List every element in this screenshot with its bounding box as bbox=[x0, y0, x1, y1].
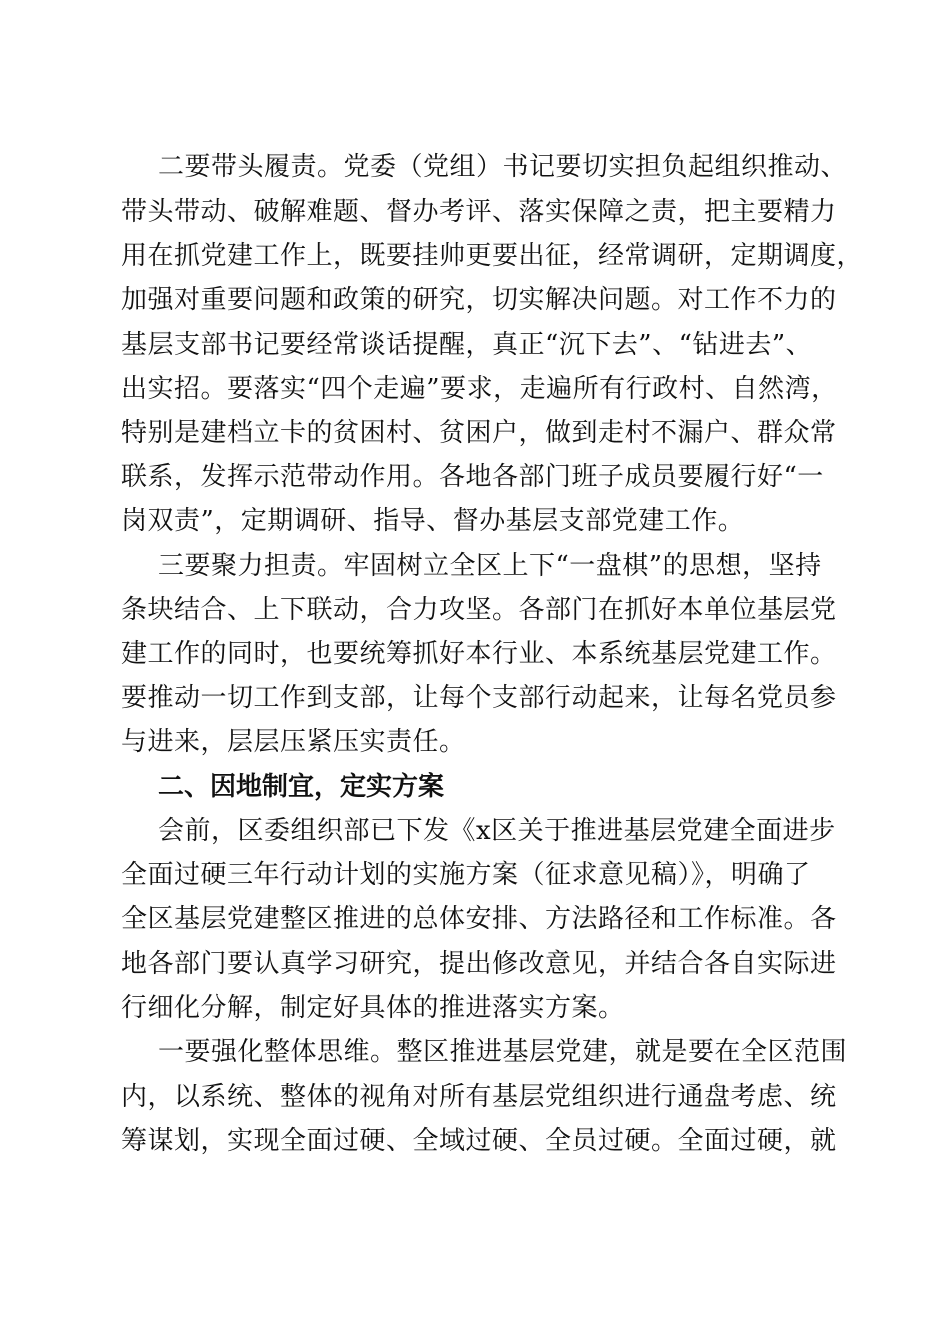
paragraph-line: 基层支部书记要经常谈话提醒，真正“沉下去”、“钻进去”、 bbox=[121, 330, 813, 360]
paragraph-line: 加强对重要问题和政策的研究，切实解决问题。对工作不力的 bbox=[121, 285, 837, 315]
paragraph-line: 带头带动、破解难题、督办考评、落实保障之责，把主要精力 bbox=[121, 197, 837, 227]
paragraph-line: 一要强化整体思维。整区推进基层党建，就是要在全区范围 bbox=[158, 1037, 848, 1067]
paragraph-line: 与进来，层层压紧压实责任。 bbox=[121, 727, 466, 757]
paragraph-line: 岗双责”，定期调研、指导、督办基层支部党建工作。 bbox=[121, 506, 745, 536]
paragraph-line: 建工作的同时，也要统筹抓好本行业、本系统基层党建工作。 bbox=[121, 639, 837, 669]
section-heading: 二、因地制宜，定实方案 bbox=[158, 772, 445, 802]
paragraph-line: 行细化分解，制定好具体的推进落实方案。 bbox=[121, 993, 625, 1023]
paragraph-line: 用在抓党建工作上，既要挂帅更要出征，经常调研，定期调度， bbox=[121, 241, 864, 271]
paragraph-line: 联系，发挥示范带动作用。各地各部门班子成员要履行好“一 bbox=[121, 462, 824, 492]
paragraph-line: 特别是建档立卡的贫困村、贫困户，做到走村不漏户、群众常 bbox=[121, 418, 837, 448]
paragraph-line: 条块结合、上下联动，合力攻坚。各部门在抓好本单位基层党 bbox=[121, 595, 837, 625]
paragraph-line: 内，以系统、整体的视角对所有基层党组织进行通盘考虑、统 bbox=[121, 1082, 837, 1112]
paragraph-line: 全区基层党建整区推进的总体安排、方法路径和工作标准。各 bbox=[121, 904, 837, 934]
paragraph-line: 全面过硬三年行动计划的实施方案（征求意见稿）》，明确了 bbox=[121, 860, 811, 890]
paragraph-line: 二要带头履责。党委（党组）书记要切实担负起组织推动、 bbox=[158, 152, 848, 182]
paragraph-line: 地各部门要认真学习研究，提出修改意见，并结合各自实际进 bbox=[121, 949, 837, 979]
paragraph-line: 出实招。要落实“四个走遍”要求，走遍所有行政村、自然湾， bbox=[121, 374, 838, 404]
paragraph-line: 筹谋划，实现全面过硬、全域过硬、全员过硬。全面过硬，就 bbox=[121, 1126, 837, 1156]
paragraph-line: 会前，区委组织部已下发《x区关于推进基层党建全面进步 bbox=[158, 816, 836, 846]
paragraph-line: 要推动一切工作到支部，让每个支部行动起来，让每名党员参 bbox=[121, 683, 837, 713]
paragraph-line: 三要聚力担责。牢固树立全区上下“一盘棋”的思想，坚持 bbox=[158, 551, 822, 581]
